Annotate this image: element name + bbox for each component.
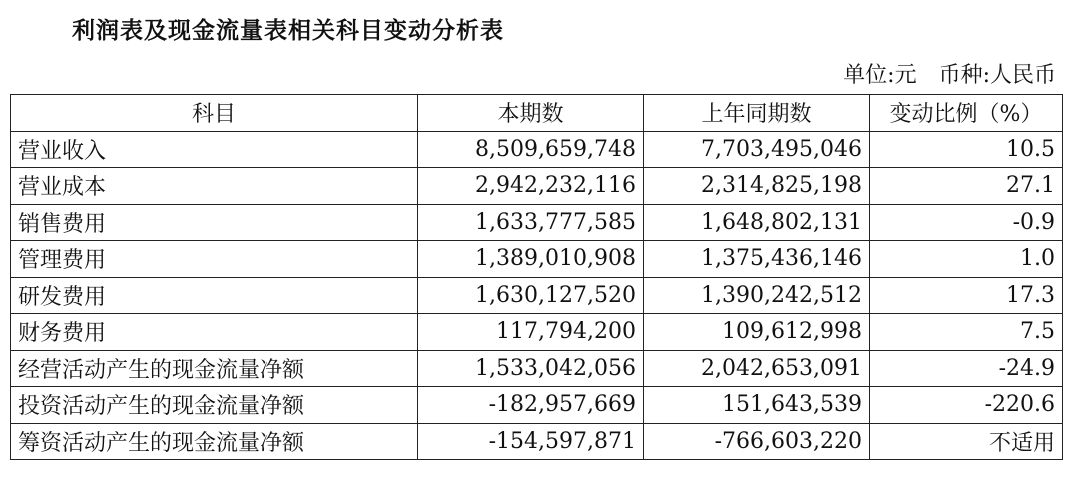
row-item: 财务费用	[11, 314, 418, 351]
table-row	[11, 277, 1063, 314]
document-title: 利润表及现金流量表相关科目变动分析表	[72, 18, 504, 44]
row-current: 1,633,777,585	[418, 204, 644, 241]
row-prior: 7,703,495,046	[644, 131, 870, 168]
header-item: 科目	[11, 95, 418, 132]
table-row	[11, 241, 1063, 278]
row-change: 17.3	[870, 277, 1063, 314]
row-current: 117,794,200	[418, 314, 644, 351]
row-item: 筹资活动产生的现金流量净额	[11, 423, 418, 460]
row-item: 营业收入	[11, 131, 418, 168]
row-current: 1,533,042,056	[418, 350, 644, 387]
table-row	[11, 168, 1063, 205]
row-item: 管理费用	[11, 241, 418, 278]
row-prior: 1,390,242,512	[644, 277, 870, 314]
row-prior: 2,314,825,198	[644, 168, 870, 205]
row-prior: 151,643,539	[644, 387, 870, 424]
row-current: 2,942,232,116	[418, 168, 644, 205]
header-current-period: 本期数	[418, 95, 644, 132]
row-current: 1,630,127,520	[418, 277, 644, 314]
table-row	[11, 350, 1063, 387]
header-row	[11, 95, 1063, 132]
row-current: -154,597,871	[418, 423, 644, 460]
financial-analysis-table	[10, 94, 1063, 460]
row-change: -24.9	[870, 350, 1063, 387]
table-row	[11, 423, 1063, 460]
row-change: 1.0	[870, 241, 1063, 278]
table-row	[11, 387, 1063, 424]
row-change: -0.9	[870, 204, 1063, 241]
row-prior: 109,612,998	[644, 314, 870, 351]
row-item: 投资活动产生的现金流量净额	[11, 387, 418, 424]
row-current: -182,957,669	[418, 387, 644, 424]
table-row	[11, 131, 1063, 168]
row-prior: -766,603,220	[644, 423, 870, 460]
row-change: 10.5	[870, 131, 1063, 168]
table-body	[11, 131, 1063, 460]
row-item: 营业成本	[11, 168, 418, 205]
table-row	[11, 204, 1063, 241]
row-current: 8,509,659,748	[418, 131, 644, 168]
row-item: 销售费用	[11, 204, 418, 241]
row-change: 不适用	[870, 423, 1063, 460]
table-row	[11, 314, 1063, 351]
row-prior: 1,375,436,146	[644, 241, 870, 278]
row-prior: 1,648,802,131	[644, 204, 870, 241]
header-change-ratio: 变动比例（%）	[870, 95, 1063, 132]
row-change: 27.1	[870, 168, 1063, 205]
row-item: 经营活动产生的现金流量净额	[11, 350, 418, 387]
table-header	[11, 95, 1063, 132]
header-prior-period: 上年同期数	[644, 95, 870, 132]
unit-currency-note: 单位:元 币种:人民币	[843, 63, 1056, 88]
row-prior: 2,042,653,091	[644, 350, 870, 387]
row-change: -220.6	[870, 387, 1063, 424]
row-change: 7.5	[870, 314, 1063, 351]
row-item: 研发费用	[11, 277, 418, 314]
row-current: 1,389,010,908	[418, 241, 644, 278]
